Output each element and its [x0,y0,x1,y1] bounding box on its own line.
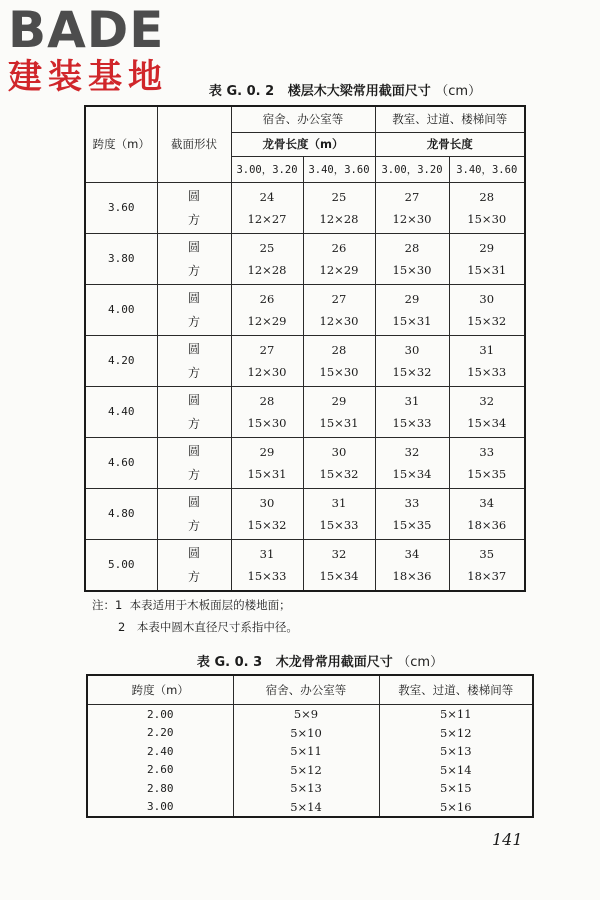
square-section: 15×33 [319,517,359,532]
shape-round-label: 圆 [187,341,200,356]
table-row [85,386,525,437]
round-diameter: 27 [404,189,420,204]
size-cell [303,488,375,539]
square-section: 18×37 [467,568,507,583]
header-shape: 截面形状 [157,106,231,182]
square-section: 12×29 [247,313,287,328]
header-length-4: 3.40，3.60 [449,156,525,182]
size-cell-classroom: 5×16 [379,798,533,818]
square-section: 12×30 [319,313,359,328]
shape-round-label: 圆 [187,188,200,203]
round-diameter: 28 [331,342,347,357]
header-span: 跨度（m） [85,106,157,182]
shape-cell [157,335,231,386]
size-cell [231,284,303,335]
shape-square-label: 方 [187,314,200,329]
square-section: 15×34 [467,415,507,430]
size-cell [231,233,303,284]
shape-square-label: 方 [187,569,200,584]
round-diameter: 30 [404,342,420,357]
shape-cell [157,539,231,591]
shape-square-label: 方 [187,518,200,533]
table1-body [85,182,525,591]
round-diameter: 28 [259,393,275,408]
square-section: 15×30 [467,211,507,226]
span-cell: 2.60 [87,761,233,780]
table-row [85,233,525,284]
square-section: 15×32 [319,466,359,481]
span-cell: 3.80 [85,233,157,284]
table-row [87,724,533,743]
shape-square-label: 方 [187,365,200,380]
size-cell [231,437,303,488]
table-row [85,182,525,233]
size-cell-classroom: 5×11 [379,705,533,724]
size-cell [375,437,449,488]
notes-prefix: 注：1 [92,598,123,612]
table-row [87,779,533,798]
size-cell [375,539,449,591]
span-cell: 4.00 [85,284,157,335]
size-cell [449,284,525,335]
square-section: 15×33 [392,415,432,430]
note-1: 本表适用于木板面层的楼地面； [129,598,291,612]
square-section: 15×32 [392,364,432,379]
size-cell [303,386,375,437]
square-section: 15×35 [392,517,432,532]
shape-square-label: 方 [187,416,200,431]
round-diameter: 25 [331,189,347,204]
round-diameter: 34 [404,546,420,561]
shape-round-label: 圆 [187,494,200,509]
span-cell: 2.40 [87,742,233,761]
square-section: 15×30 [247,415,287,430]
span-cell: 4.20 [85,335,157,386]
round-diameter: 29 [259,444,275,459]
round-diameter: 29 [479,240,495,255]
table-row [85,488,525,539]
size-cell-classroom: 5×14 [379,761,533,780]
size-cell-classroom: 5×15 [379,779,533,798]
table2-unit: （cm） [397,655,444,670]
square-section: 12×29 [319,262,359,277]
shape-cell [157,488,231,539]
square-section: 12×28 [319,211,359,226]
span-cell: 2.80 [87,779,233,798]
shape-cell [157,386,231,437]
shape-square-label: 方 [187,263,200,278]
shape-round-label: 圆 [187,545,200,560]
span-cell: 4.40 [85,386,157,437]
table2-body [87,705,533,818]
size-cell [375,386,449,437]
size-cell [375,284,449,335]
square-section: 18×36 [467,517,507,532]
square-section: 15×34 [319,568,359,583]
round-diameter: 29 [331,393,347,408]
shape-cell [157,233,231,284]
round-diameter: 32 [479,393,495,408]
joist-beam-table [84,105,526,592]
header-length-3: 3.00，3.20 [375,156,449,182]
size-cell [303,335,375,386]
logo-subtitle: 建装基地 [8,57,168,97]
size-cell [449,182,525,233]
wood-joist-table [86,674,534,818]
header-joist-length-a: 龙骨长度（m） [231,132,375,156]
size-cell [303,539,375,591]
span-cell: 2.00 [87,705,233,724]
shape-cell [157,182,231,233]
span-cell: 3.60 [85,182,157,233]
size-cell [231,386,303,437]
square-section: 15×35 [467,466,507,481]
size-cell-dormitory: 5×10 [233,724,379,743]
square-section: 12×30 [392,211,432,226]
shape-round-label: 圆 [187,392,200,407]
table-row [85,284,525,335]
round-diameter: 32 [404,444,420,459]
table2-label: 表 G. 0. 3 [196,655,263,670]
round-diameter: 28 [479,189,495,204]
size-cell [375,182,449,233]
square-section: 12×28 [247,262,287,277]
size-cell-dormitory: 5×14 [233,798,379,818]
round-diameter: 25 [259,240,275,255]
span-cell: 4.60 [85,437,157,488]
size-cell [303,437,375,488]
table-row [87,761,533,780]
square-section: 15×31 [467,262,507,277]
size-cell [231,335,303,386]
table1-label: 表 G. 0. 2 [208,84,275,99]
round-diameter: 27 [259,342,275,357]
round-diameter: 35 [479,546,495,561]
square-section: 15×31 [392,313,432,328]
table-row [87,705,533,724]
round-diameter: 27 [331,291,347,306]
table2-title: 木龙骨常用截面尺寸 [275,655,393,670]
size-cell [449,437,525,488]
round-diameter: 33 [404,495,420,510]
span-cell: 5.00 [85,539,157,591]
round-diameter: 31 [479,342,495,357]
table1-title: 楼层木大梁常用截面尺寸 [287,84,431,99]
t2-header-group-dormitory: 宿舍、办公室等 [233,675,379,705]
size-cell [449,539,525,591]
t2-header-group-classroom: 教室、过道、楼梯间等 [379,675,533,705]
span-cell: 4.80 [85,488,157,539]
table2-caption [170,651,470,670]
square-section: 15×33 [467,364,507,379]
shape-cell [157,284,231,335]
size-cell [303,182,375,233]
size-cell [303,284,375,335]
table1-unit: （cm） [435,84,482,99]
square-section: 15×34 [392,466,432,481]
table-row [85,437,525,488]
span-cell: 3.00 [87,798,233,818]
size-cell [449,335,525,386]
size-cell [375,335,449,386]
shape-round-label: 圆 [187,290,200,305]
span-cell: 2.20 [87,724,233,743]
table-row [85,539,525,591]
round-diameter: 30 [479,291,495,306]
header-group-dormitory: 宿舍、办公室等 [231,106,375,132]
square-section: 15×31 [319,415,359,430]
round-diameter: 28 [404,240,420,255]
round-diameter: 31 [259,546,275,561]
round-diameter: 24 [259,189,275,204]
round-diameter: 30 [259,495,275,510]
shape-round-label: 圆 [187,443,200,458]
square-section: 15×31 [247,466,287,481]
size-cell [449,233,525,284]
square-section: 15×30 [392,262,432,277]
table1-caption [180,80,510,99]
shape-cell [157,437,231,488]
square-section: 12×30 [247,364,287,379]
header-group-classroom: 教室、过道、楼梯间等 [375,106,525,132]
note-2: 2 本表中圆木直径尺寸系指中径。 [118,620,298,634]
size-cell-classroom: 5×13 [379,742,533,761]
size-cell-dormitory: 5×12 [233,761,379,780]
size-cell [231,182,303,233]
square-section: 12×27 [247,211,287,226]
size-cell [231,488,303,539]
round-diameter: 29 [404,291,420,306]
header-joist-length-b: 龙骨长度 [375,132,525,156]
square-section: 18×36 [392,568,432,583]
size-cell [375,488,449,539]
round-diameter: 31 [404,393,420,408]
header-length-2: 3.40，3.60 [303,156,375,182]
square-section: 15×30 [319,364,359,379]
table-row [85,335,525,386]
square-section: 15×33 [247,568,287,583]
logo-mark: BADE [8,1,165,59]
table-row [87,798,533,818]
table-notes [92,594,298,638]
size-cell [303,233,375,284]
round-diameter: 33 [479,444,495,459]
size-cell-classroom: 5×12 [379,724,533,743]
page-number: 141 [492,830,523,849]
t2-header-span: 跨度（m） [87,675,233,705]
table-row [87,742,533,761]
shape-square-label: 方 [187,467,200,482]
size-cell-dormitory: 5×11 [233,742,379,761]
shape-round-label: 圆 [187,239,200,254]
round-diameter: 31 [331,495,347,510]
round-diameter: 32 [331,546,347,561]
size-cell [375,233,449,284]
round-diameter: 30 [331,444,347,459]
round-diameter: 26 [331,240,347,255]
round-diameter: 26 [259,291,275,306]
square-section: 15×32 [247,517,287,532]
header-length-1: 3.00，3.20 [231,156,303,182]
size-cell [231,539,303,591]
size-cell [449,488,525,539]
round-diameter: 34 [479,495,495,510]
size-cell-dormitory: 5×9 [233,705,379,724]
size-cell [449,386,525,437]
bade-logo [8,1,178,97]
size-cell-dormitory: 5×13 [233,779,379,798]
shape-square-label: 方 [187,212,200,227]
square-section: 15×32 [467,313,507,328]
